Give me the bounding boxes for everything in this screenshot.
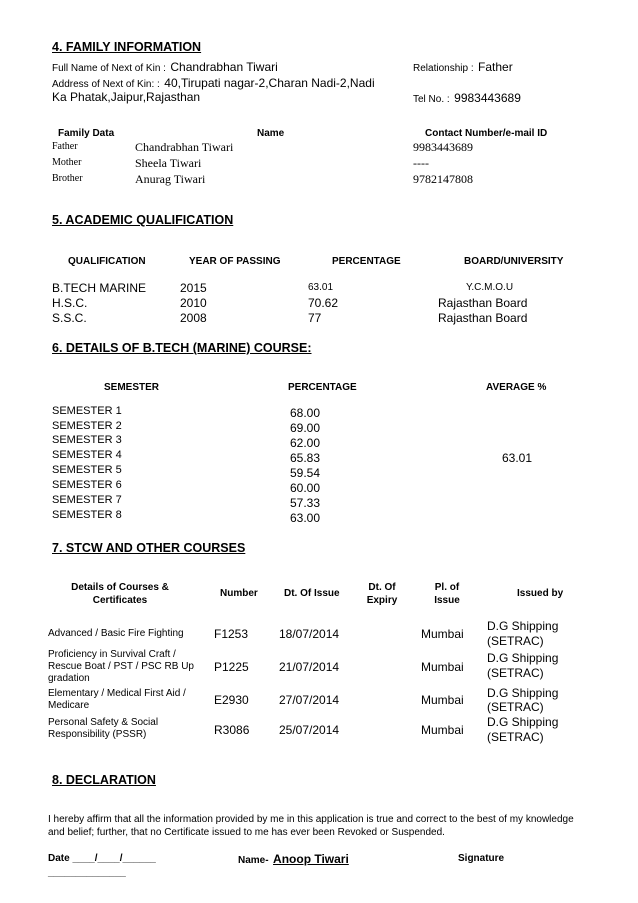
semester-name: SEMESTER 3	[52, 434, 122, 446]
stcw-header-expiry: Dt. Of Expiry	[366, 582, 398, 606]
stcw-course: Elementary / Medical First Aid / Medicare	[48, 688, 186, 711]
family-contact: 9983443689	[413, 140, 473, 154]
academic-year: 2010	[180, 296, 207, 310]
semester-name: SEMESTER 5	[52, 464, 122, 476]
btech-header-semester: SEMESTER	[104, 382, 160, 393]
academic-header-year: YEAR OF PASSING	[189, 256, 281, 267]
stcw-header-issue: Dt. Of Issue	[284, 588, 340, 599]
tel-label: Tel No. :	[413, 94, 450, 105]
stcw-issue-date: 21/07/2014	[279, 660, 340, 674]
kin-name-label: Full Name of Next of Kin :	[52, 63, 166, 74]
btech-header-average: AVERAGE %	[486, 382, 547, 393]
stcw-issue-date: 27/07/2014	[279, 693, 340, 707]
academic-year: 2008	[180, 311, 207, 325]
stcw-issued-by: D.G Shipping (SETRAC)	[487, 715, 559, 744]
stcw-place: Mumbai	[421, 723, 464, 737]
tel-row	[413, 89, 521, 107]
family-table-header-name: Name	[257, 128, 285, 139]
academic-board: Rajasthan Board	[438, 311, 528, 325]
stcw-heading: 7. STCW AND OTHER COURSES	[52, 541, 246, 555]
name-label: Name-	[238, 855, 269, 866]
address-line2: Ka Phatak,Jaipur,Rajasthan	[52, 90, 201, 104]
address-line1: 40,Tirupati nagar-2,Charan Nadi-2,Nadi	[164, 76, 375, 90]
academic-year: 2015	[180, 281, 207, 295]
relationship-value: Father	[478, 60, 513, 74]
family-table-header-contact: Contact Number/e-mail ID	[425, 128, 548, 139]
declaration-text: I hereby affirm that all the information provided by me in this application is true and correct to the best of my knowledge and belief; further, that no Certificate issued to me has ever been Revoked or Suspended.	[48, 814, 574, 838]
semester-percentage: 65.83	[290, 451, 321, 465]
stcw-course: Personal Safety & Social Responsibility (PSSR)	[48, 717, 159, 740]
relationship-label: Relationship :	[413, 63, 474, 74]
stcw-place: Mumbai	[421, 627, 464, 641]
stcw-issue-date: 18/07/2014	[279, 627, 340, 641]
stcw-number: P1225	[214, 660, 249, 674]
applicant-name: Anoop Tiwari	[273, 852, 349, 866]
btech-heading: 6. DETAILS OF B.TECH (MARINE) COURSE:	[52, 341, 312, 355]
semester-percentage: 62.00	[290, 436, 321, 450]
family-info-heading: 4. FAMILY INFORMATION	[52, 40, 202, 54]
date-underline: ______________	[48, 867, 126, 878]
stcw-place: Mumbai	[421, 693, 464, 707]
semester-percentage: 59.54	[290, 466, 321, 480]
semester-name: SEMESTER 7	[52, 494, 122, 506]
name-field	[238, 850, 349, 868]
semester-name: SEMESTER 8	[52, 509, 122, 521]
stcw-header-details: Details of Courses & Certificates	[71, 582, 169, 606]
academic-percentage: 70.62	[308, 296, 339, 310]
academic-qualification: H.S.C.	[52, 296, 88, 310]
stcw-course: Advanced / Basic Fire Fighting	[48, 628, 184, 639]
btech-average: 63.01	[502, 451, 533, 465]
semester-name: SEMESTER 2	[52, 420, 122, 432]
academic-percentage: 63.01	[308, 282, 334, 293]
semester-percentage: 60.00	[290, 481, 321, 495]
stcw-number: F1253	[214, 627, 249, 641]
academic-percentage: 77	[308, 311, 322, 325]
stcw-issued-by: D.G Shipping (SETRAC)	[487, 686, 559, 714]
btech-header-percentage: PERCENTAGE	[288, 382, 357, 393]
family-contact: 9782147808	[413, 172, 473, 186]
address-label: Address of Next of Kin: :	[52, 79, 160, 90]
family-contact: ----	[413, 156, 429, 170]
stcw-issued-by: D.G Shipping (SETRAC)	[487, 651, 559, 680]
stcw-number: E2930	[214, 693, 249, 707]
family-name: Sheela Tiwari	[135, 156, 202, 170]
stcw-number: R3086	[214, 723, 250, 737]
family-name: Chandrabhan Tiwari	[135, 140, 234, 154]
academic-qualification: S.S.C.	[52, 311, 87, 325]
stcw-course: Proficiency in Survival Craft / Rescue Boat / PST / PSC RB Up gradation	[48, 649, 194, 684]
family-relation: Brother	[52, 173, 83, 184]
semester-percentage: 63.00	[290, 511, 321, 525]
declaration-heading: 8. DECLARATION	[52, 773, 156, 787]
semester-name: SEMESTER 6	[52, 479, 122, 491]
semester-percentage: 57.33	[290, 496, 321, 510]
family-relation: Mother	[52, 157, 82, 168]
semester-name: SEMESTER 1	[52, 405, 122, 417]
academic-heading: 5. ACADEMIC QUALIFICATION	[52, 213, 234, 227]
stcw-issued-by: D.G Shipping (SETRAC)	[487, 619, 559, 648]
stcw-place: Mumbai	[421, 660, 464, 674]
stcw-header-issued-by: Issued by	[517, 588, 564, 599]
family-relation: Father	[52, 141, 78, 152]
date-field: Date ____/____/______	[48, 853, 156, 864]
stcw-header-place: Pl. of Issue	[434, 582, 460, 606]
family-table-header-relation: Family Data	[58, 128, 115, 139]
academic-header-board: BOARD/UNIVERSITY	[464, 256, 564, 267]
semester-percentage: 68.00	[290, 406, 321, 420]
semester-percentage: 69.00	[290, 421, 321, 435]
academic-qualification: B.TECH MARINE	[52, 281, 147, 295]
stcw-header-number: Number	[220, 588, 258, 599]
academic-board: Rajasthan Board	[438, 296, 528, 310]
academic-board: Y.C.M.O.U	[466, 282, 514, 293]
academic-header-percentage: PERCENTAGE	[332, 256, 401, 267]
tel-value: 9983443689	[454, 91, 521, 105]
signature-label: Signature	[458, 853, 505, 864]
stcw-issue-date: 25/07/2014	[279, 723, 340, 737]
relationship-row	[413, 58, 513, 76]
family-name: Anurag Tiwari	[135, 172, 206, 186]
semester-name: SEMESTER 4	[52, 449, 122, 461]
kin-name-value: Chandrabhan Tiwari	[170, 60, 278, 74]
academic-header-qualification: QUALIFICATION	[68, 256, 146, 267]
